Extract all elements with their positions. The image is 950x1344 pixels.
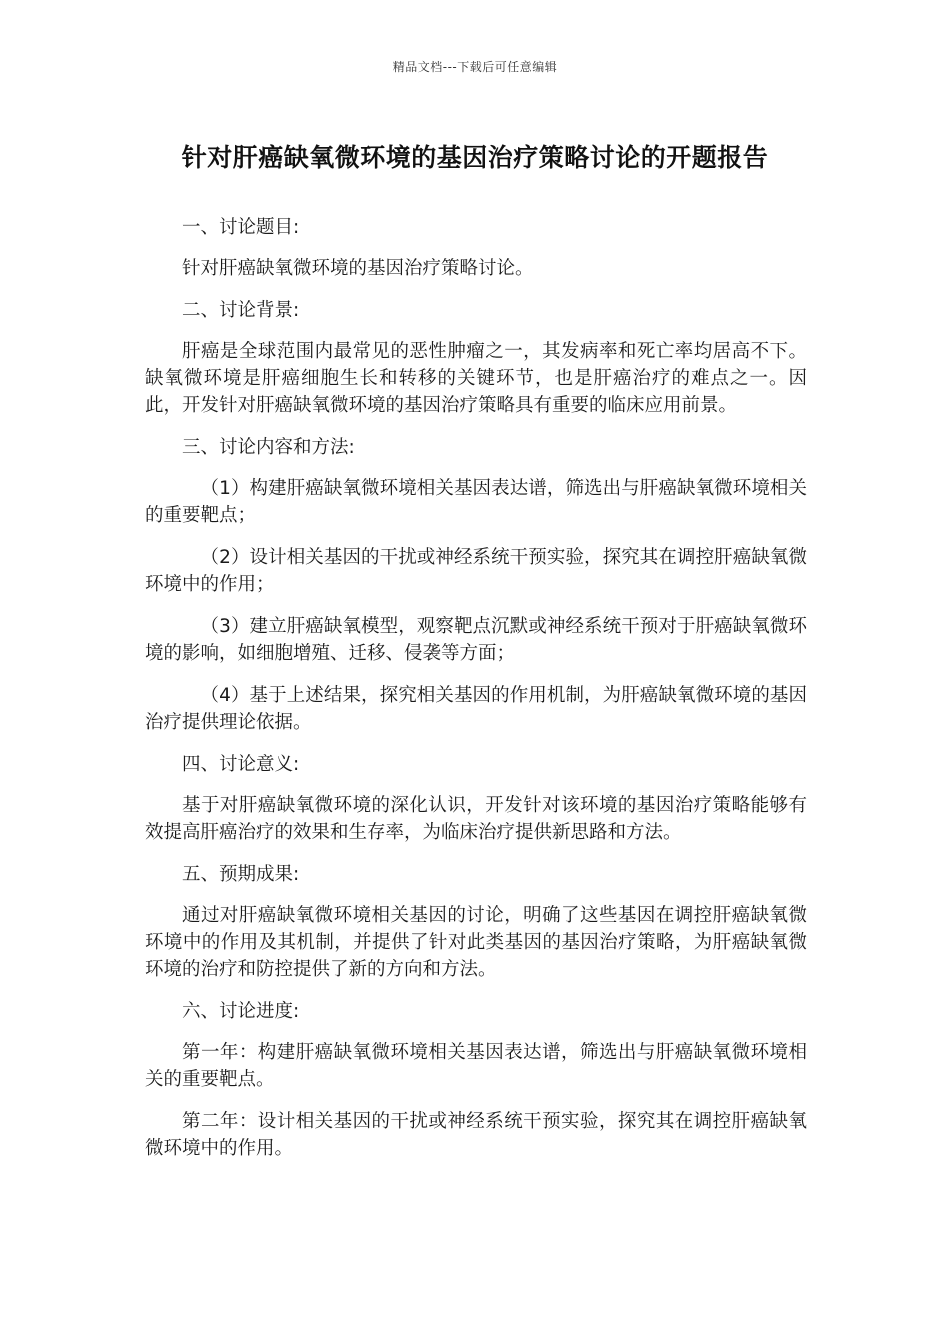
- section-heading-topic: 一、讨论题目:: [182, 217, 300, 238]
- section-heading-expected-results: 五、预期成果:: [182, 864, 300, 885]
- progress-year-1: 第一年：构建肝癌缺氧微环境相关基因表达谱，筛选出与肝癌缺氧微环境相关的重要靶点。: [145, 1042, 807, 1090]
- section-text-significance: 基于对肝癌缺氧微环境的深化认识，开发针对该环境的基因治疗策略能够有效提高肝癌治疗的效果和生存率，为临床治疗提供新思路和方法。: [145, 795, 807, 843]
- section-heading-content-methods: 三、讨论内容和方法:: [182, 437, 355, 458]
- section-heading-progress: 六、讨论进度:: [182, 1001, 300, 1022]
- section-text-background: 肝癌是全球范围内最常见的恶性肿瘤之一，其发病率和死亡率均居高不下。缺氧微环境是肝癌细胞生长和转移的关键环节，也是肝癌治疗的难点之一。因此，开发针对肝癌缺氧微环境的基因治疗策略具有重要的临床应用前景。: [145, 341, 807, 416]
- document-title: 针对肝癌缺氧微环境的基因治疗策略讨论的开题报告: [181, 143, 769, 172]
- document-body: [145, 214, 807, 1177]
- section-heading-significance: 四、讨论意义:: [182, 754, 300, 775]
- list-item: （3）建立肝癌缺氧模型，观察靶点沉默或神经系统干预对于肝癌缺氧微环境的影响，如细胞增殖、迁移、侵袭等方面；: [145, 616, 807, 664]
- list-item: （2）设计相关基因的干扰或神经系统干预实验，探究其在调控肝癌缺氧微环境中的作用；: [145, 547, 807, 595]
- progress-year-2: 第二年：设计相关基因的干扰或神经系统干预实验，探究其在调控肝癌缺氧微环境中的作用。: [145, 1111, 807, 1159]
- list-item: （4）基于上述结果，探究相关基因的作用机制，为肝癌缺氧微环境的基因治疗提供理论依据。: [145, 685, 807, 733]
- header-note: 精品文档---下载后可任意编辑: [392, 60, 558, 74]
- section-text-expected-results: 通过对肝癌缺氧微环境相关基因的讨论，明确了这些基因在调控肝癌缺氧微环境中的作用及其机制，并提供了针对此类基因的基因治疗策略，为肝癌缺氧微环境的治疗和防控提供了新的方向和方法。: [145, 905, 807, 980]
- list-item: （1）构建肝癌缺氧微环境相关基因表达谱，筛选出与肝癌缺氧微环境相关的重要靶点；: [145, 478, 807, 526]
- section-text-topic: 针对肝癌缺氧微环境的基因治疗策略讨论。: [182, 258, 534, 279]
- section-heading-background: 二、讨论背景:: [182, 300, 300, 321]
